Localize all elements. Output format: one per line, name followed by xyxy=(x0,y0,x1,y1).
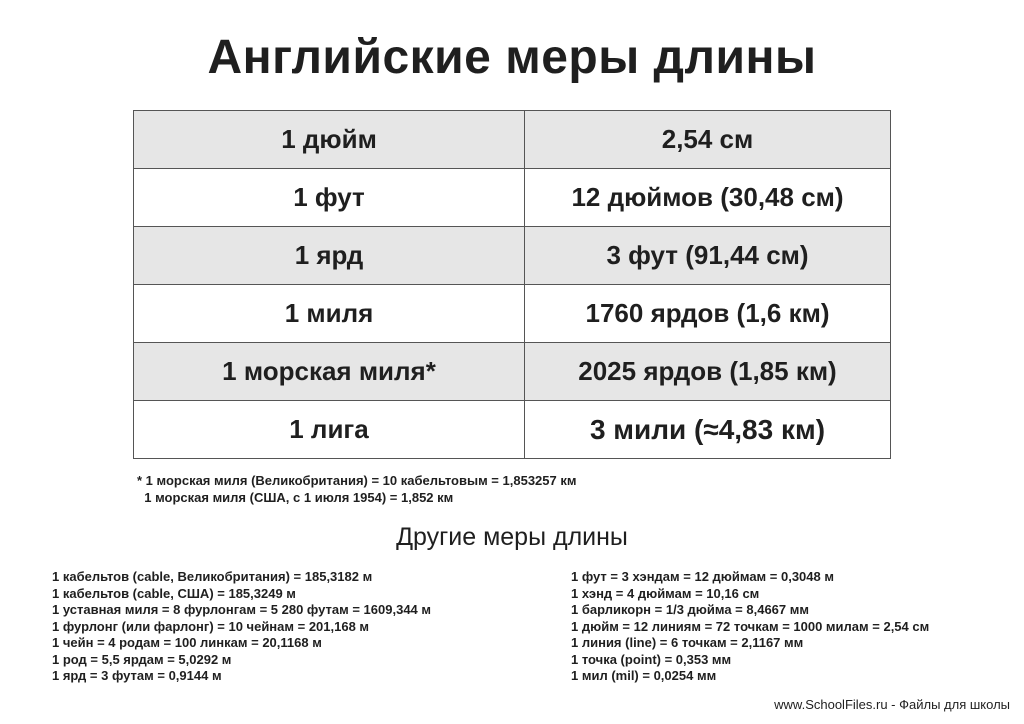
footnote xyxy=(137,472,576,506)
site-footer: www.SchoolFiles.ru - Файлы для школы xyxy=(774,697,1010,712)
section-title: Другие меры длины xyxy=(396,523,628,551)
length-units-table xyxy=(133,110,891,459)
list-item: 1 хэнд = 4 дюймам = 10,16 см xyxy=(571,585,760,601)
footnote-line: * 1 морская миля (Великобритания) = 10 кабельтовым = 1,853257 км xyxy=(137,473,577,488)
page-title: Английские меры длины xyxy=(207,31,817,84)
list-item: 1 фурлонг (или фарлонг) = 10 чейнам = 201,168 м xyxy=(52,618,370,634)
table-row xyxy=(134,285,891,343)
value-cell: 1760 ярдов (1,6 км) xyxy=(525,285,891,343)
footnote-line: 1 морская миля (США, с 1 июля 1954) = 1,852 км xyxy=(144,490,454,505)
list-item: 1 род = 5,5 ярдам = 5,0292 м xyxy=(52,651,232,667)
list-item: 1 дюйм = 12 линиям = 72 точкам = 1000 милам = 2,54 см xyxy=(571,618,930,634)
list-item: 1 линия (line) = 6 точкам = 2,1167 мм xyxy=(571,635,804,650)
value-cell: 12 дюймов (30,48 см) xyxy=(525,169,891,227)
other-units-left-list xyxy=(52,569,431,685)
list-item: 1 кабельтов (cable, США) = 185,3249 м xyxy=(52,585,296,601)
unit-cell: 1 ярд xyxy=(134,227,525,285)
table-row xyxy=(134,401,891,459)
list-item: 1 точка (point) = 0,353 мм xyxy=(571,651,732,667)
list-item: 1 ярд = 3 футам = 0,9144 м xyxy=(52,668,222,683)
list-item: 1 уставная миля = 8 фурлонгам = 5 280 футам = 1609,344 м xyxy=(52,602,432,617)
table-row xyxy=(134,169,891,227)
value-cell: 3 мили (≈4,83 км) xyxy=(525,401,891,459)
other-units-right-list xyxy=(571,569,929,685)
table-row xyxy=(134,111,891,169)
list-item: 1 мил (mil) = 0,0254 мм xyxy=(571,668,717,683)
value-cell: 2025 ярдов (1,85 км) xyxy=(525,343,891,401)
unit-cell: 1 фут xyxy=(134,169,525,227)
table-row xyxy=(134,227,891,285)
list-item: 1 чейн = 4 родам = 100 линкам = 20,1168 м xyxy=(52,635,322,650)
value-cell: 2,54 см xyxy=(525,111,891,169)
unit-cell: 1 лига xyxy=(134,401,525,459)
list-item: 1 кабельтов (cable, Великобритания) = 185,3182 м xyxy=(52,569,373,584)
table-row xyxy=(134,343,891,401)
unit-cell: 1 миля xyxy=(134,285,525,343)
list-item: 1 барликорн = 1/3 дюйма = 8,4667 мм xyxy=(571,602,809,617)
unit-cell: 1 дюйм xyxy=(134,111,525,169)
unit-cell: 1 морская миля* xyxy=(134,343,525,401)
value-cell: 3 фут (91,44 см) xyxy=(525,227,891,285)
list-item: 1 фут = 3 хэндам = 12 дюймам = 0,3048 м xyxy=(571,569,834,584)
